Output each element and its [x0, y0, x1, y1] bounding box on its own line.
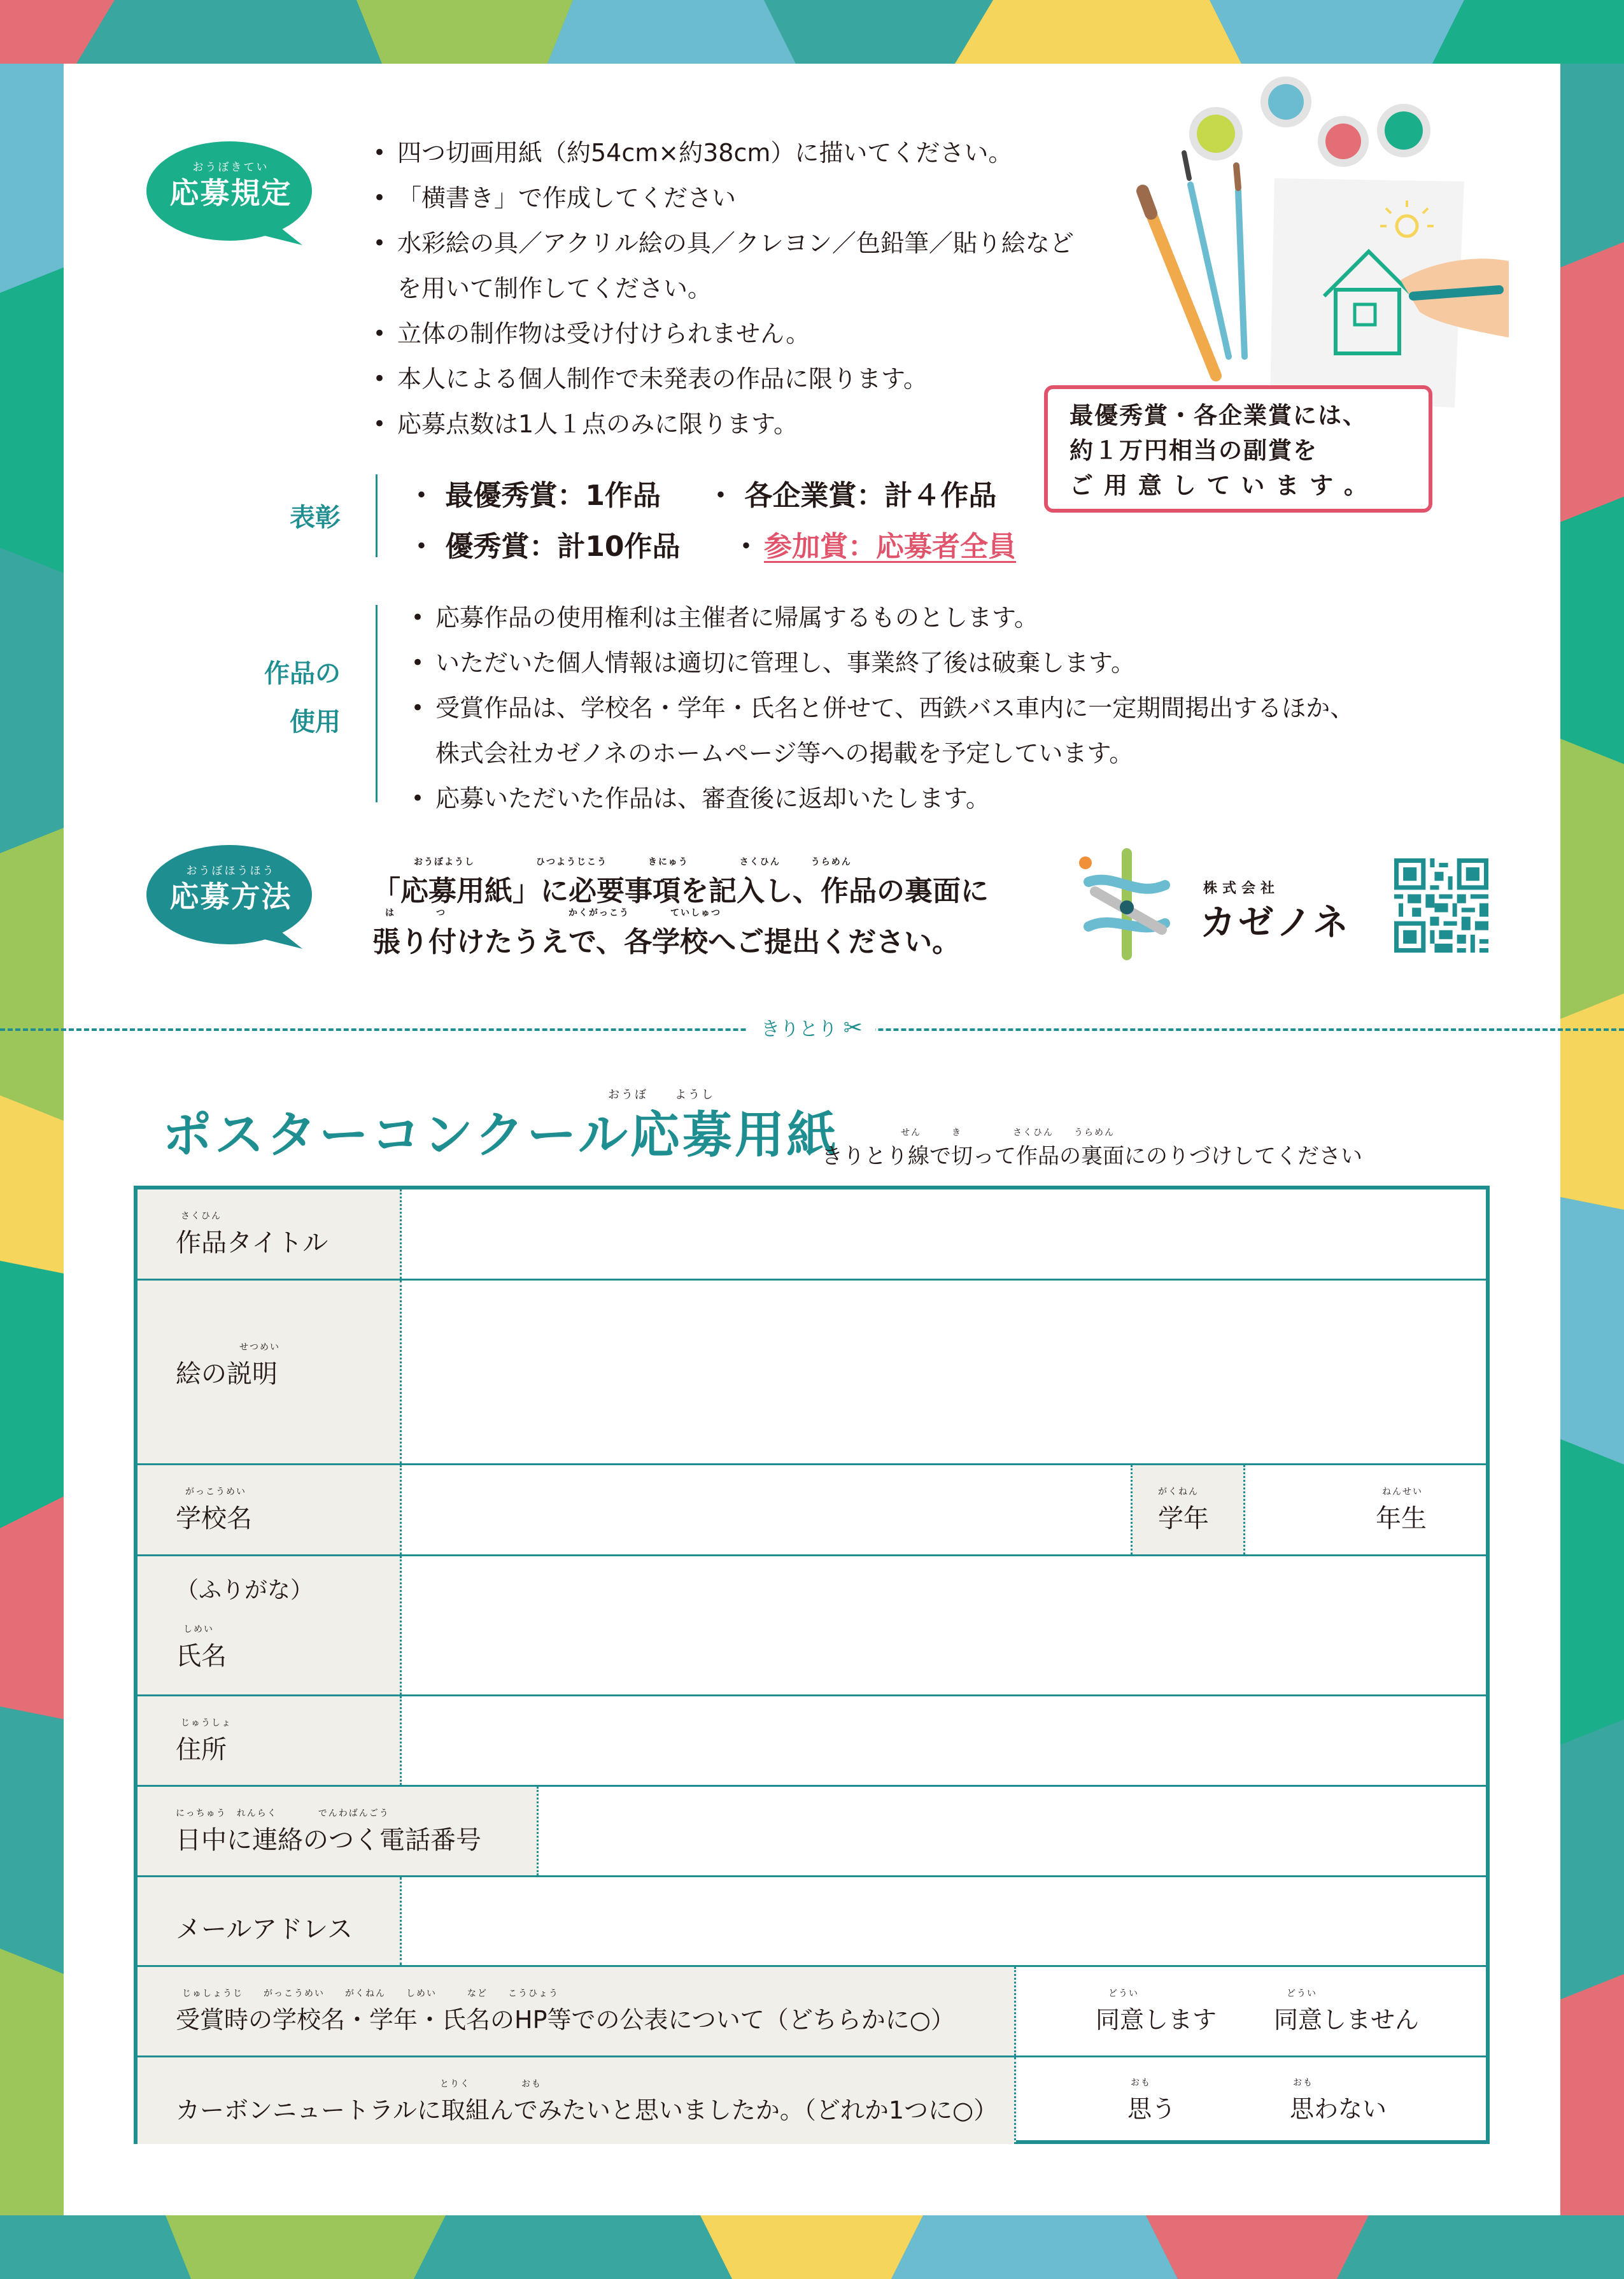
- rules-heading: おうぼきてい 応募規定: [169, 161, 292, 210]
- name-field[interactable]: [402, 1556, 1486, 1694]
- description-label: せつめい 絵の説明: [176, 1342, 280, 1389]
- grade-field[interactable]: [1245, 1465, 1486, 1554]
- school-label-cell: [138, 1465, 402, 1554]
- rule-item: • 立体の制作物は受け付けられません。: [369, 311, 1074, 357]
- usage-list: [407, 595, 1354, 821]
- grade-label-cell: [1131, 1465, 1245, 1554]
- usage-item: • 応募作品の使用権利は主催者に帰属するものとします。: [407, 595, 1354, 641]
- carbon-no-option[interactable]: おも 思わない: [1290, 2078, 1387, 2123]
- usage-item: • 受賞作品は、学校名・学年・氏名と併せて、西鉄バス車内に一定期間掲出するほか、: [407, 686, 1354, 731]
- scissors-icon: ✂: [843, 1015, 863, 1041]
- name-label: しめい 氏名: [176, 1624, 227, 1671]
- grade-suffix: ねんせい 年生: [1376, 1487, 1427, 1533]
- method-line-1: おうぼようし ひつようじこう きにゅう さくひん うらめん 「応募用紙」に必要事項を記入し、作品の裏面に: [372, 857, 989, 907]
- usage-label: 作品の 使用: [264, 659, 341, 737]
- school-label: がっこうめい 学校名: [176, 1487, 252, 1533]
- carbon-label: とりく おも カーボンニュートラルに取組んでみたいと思いましたか。（どれか1つに○）: [176, 2079, 998, 2124]
- email-field[interactable]: [402, 1877, 1486, 1965]
- work-title-label-cell: [138, 1189, 402, 1279]
- award-excellence: ・ 優秀賞：計10作品: [407, 530, 681, 563]
- grade-label: がくねん 学年: [1158, 1487, 1209, 1533]
- furigana-label: （ふりがな）: [176, 1577, 314, 1603]
- rule-item-continued: を用いて制作してください。: [397, 274, 712, 302]
- kazenone-logo-icon: [1076, 847, 1178, 962]
- form-title-ruby: おうぼ ようし: [608, 1088, 715, 1102]
- usage-item: • いただいた個人情報は適切に管理し、事業終了後は破棄します。: [407, 641, 1354, 686]
- company-name: カゼノネ: [1200, 902, 1352, 944]
- form-title: ポスターコンクール応募用紙: [162, 1107, 839, 1164]
- usage-item-continued: 株式会社カゼノネのホームページ等への掲載を予定しています。: [435, 739, 1134, 767]
- awards-label: 表彰: [290, 503, 341, 532]
- publish-label: じゅしょうじ がっこうめい がくねん しめい など こうひょう 受賞時の学校名・学年・氏名のHP等での公表について（どちらかに○）: [176, 1989, 955, 2034]
- award-participation: 参加賞：応募者全員: [764, 530, 1016, 563]
- carbon-label-cell: [138, 2057, 1016, 2144]
- rule-item: • 「横書き」で作成してください: [369, 176, 1074, 221]
- cut-label: きりとり ✂: [748, 1012, 875, 1046]
- rule-item: • 本人による個人制作で未発表の作品に限ります。: [369, 357, 1074, 402]
- description-field[interactable]: [402, 1281, 1486, 1463]
- awards-divider: [376, 474, 378, 557]
- publish-label-cell: [138, 1967, 1016, 2055]
- rule-item: • 四つ切画用紙（約54cm×約38cm）に描いてください。: [369, 131, 1074, 176]
- application-form: [134, 1186, 1490, 2144]
- description-label-cell: [138, 1281, 402, 1463]
- award-participation-prefix: ・: [732, 530, 760, 563]
- phone-label: にっちゅう れんらく でんわばんごう 日中に連絡のつく電話番号: [176, 1808, 481, 1855]
- address-label-cell: [138, 1696, 402, 1785]
- rules-list: [369, 131, 1074, 447]
- method-line-2: は つ かくがっこう ていしゅつ 張り付けたうえで、各学校へご提出ください。: [372, 908, 961, 958]
- address-label: じゅうしょ 住所: [176, 1718, 232, 1764]
- award-callout-text: 最優秀賞・各企業賞には、 約１万円相当の副賞を ご 用 意 し て い ま す 。: [1070, 402, 1369, 499]
- form-instructions: せん き さくひん うらめん きりとり線で切って作品の裏面にのりづけしてください: [821, 1128, 1362, 1169]
- painting-illustration: [1133, 70, 1509, 414]
- rule-item: • 応募点数は1人１点のみに限ります。: [369, 402, 1074, 447]
- qr-code[interactable]: [1394, 858, 1488, 953]
- method-heading: おうぼほうほう 応募方法: [169, 865, 292, 914]
- company-type: 株式会社: [1203, 881, 1280, 897]
- email-label-cell: [138, 1877, 402, 1965]
- phone-field[interactable]: [539, 1787, 1486, 1875]
- name-label-cell: [138, 1556, 402, 1694]
- usage-item: • 応募いただいた作品は、審査後に返却いたします。: [407, 776, 1354, 821]
- publish-disagree-option[interactable]: どうい 同意しません: [1274, 1989, 1420, 2034]
- work-title-label: さくひん 作品タイトル: [176, 1211, 328, 1258]
- award-corporate-prize: ・ 各企業賞：計４作品: [707, 479, 997, 512]
- award-grand-prize: ・ 最優秀賞：1作品: [407, 479, 661, 512]
- phone-label-cell: [138, 1787, 539, 1875]
- publish-agree-option[interactable]: どうい 同意します: [1096, 1989, 1217, 2034]
- email-label: メールアドレス: [176, 1915, 353, 1944]
- carbon-yes-option[interactable]: おも 思う: [1127, 2078, 1176, 2123]
- usage-divider: [376, 605, 378, 802]
- rule-item: • 水彩絵の具／アクリル絵の具／クレヨン／色鉛筆／貼り絵など: [369, 221, 1074, 266]
- address-field[interactable]: [402, 1696, 1486, 1785]
- school-field[interactable]: [402, 1465, 1131, 1554]
- work-title-field[interactable]: [402, 1189, 1486, 1279]
